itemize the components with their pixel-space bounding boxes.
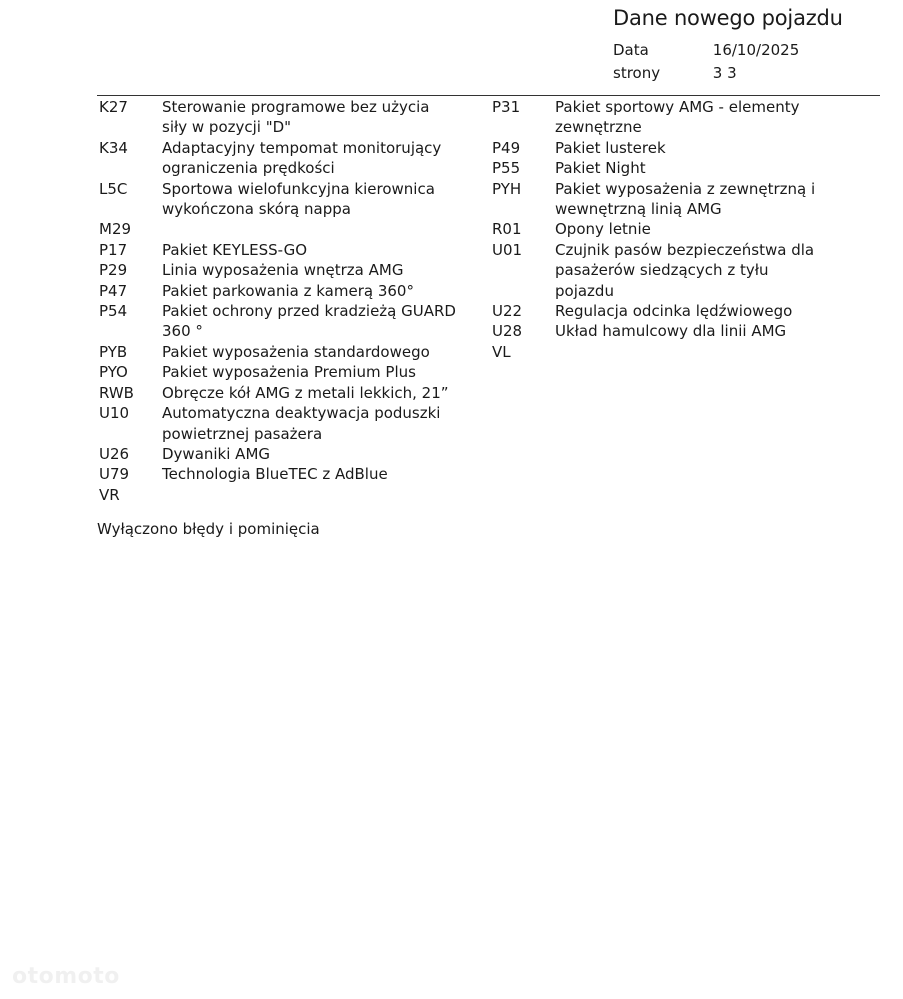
- option-description: Linia wyposażenia wnętrza AMG: [162, 261, 404, 280]
- option-description: Opony letnie: [555, 220, 651, 239]
- option-row: [492, 179, 822, 220]
- option-code: PYO: [99, 363, 128, 382]
- option-row: [99, 464, 459, 484]
- document-title: Dane nowego pojazdu: [613, 6, 843, 30]
- option-row: [492, 158, 822, 178]
- option-description: Pakiet sportowy AMG - elementy zewnętrzne: [555, 98, 800, 137]
- option-row: [492, 301, 822, 321]
- pages-value: 3 3: [712, 64, 737, 82]
- option-code: U01: [492, 240, 523, 259]
- option-code: VR: [99, 485, 120, 504]
- option-code: PYB: [99, 342, 128, 361]
- option-row: [492, 240, 822, 301]
- option-description: Adaptacyjny tempomat monitorujący ograniczenia prędkości: [162, 138, 442, 178]
- pages-row: [613, 64, 737, 82]
- option-code: U26: [99, 444, 130, 463]
- option-code: P55: [492, 159, 521, 178]
- option-description: Układ hamulcowy dla linii AMG: [555, 322, 787, 341]
- option-code: P31: [492, 98, 521, 116]
- option-code: U28: [492, 322, 523, 341]
- option-description: Pakiet KEYLESS-GO: [162, 240, 308, 259]
- option-description: Pakiet parkowania z kamerą 360°: [162, 281, 414, 300]
- option-description: Pakiet lusterek: [555, 138, 666, 157]
- option-description: Technologia BlueTEC z AdBlue: [162, 465, 388, 484]
- option-code: P17: [99, 240, 128, 259]
- option-code: VL: [492, 342, 511, 361]
- option-row: [99, 444, 459, 464]
- option-code: P54: [99, 302, 128, 321]
- option-row: [492, 321, 822, 341]
- option-row: [99, 342, 459, 362]
- option-row: [492, 97, 822, 138]
- option-code: P29: [99, 261, 128, 280]
- option-description: Pakiet wyposażenia Premium Plus: [162, 363, 416, 382]
- date-label: Data: [613, 41, 649, 59]
- option-row: [99, 179, 459, 220]
- option-description: Regulacja odcinka lędźwiowego: [555, 302, 793, 321]
- option-description: Automatyczna deaktywacja poduszki powietrznej pasażera: [162, 404, 441, 443]
- option-row: [492, 219, 822, 239]
- option-row: [99, 281, 459, 301]
- option-description: Czujnik pasów bezpieczeństwa dla pasażerów siedzących z tyłu pojazdu: [555, 240, 815, 300]
- option-row: [99, 383, 459, 403]
- option-row: [492, 138, 822, 158]
- option-description: [162, 485, 459, 505]
- option-code: L5C: [99, 179, 128, 198]
- option-code: U22: [492, 302, 523, 321]
- option-code: PYH: [492, 179, 522, 198]
- option-description: Sterowanie programowe bez użycia siły w pozycji "D": [162, 98, 430, 137]
- disclaimer-note: Wyłączono błędy i pominięcia: [97, 520, 320, 538]
- option-row: [99, 403, 459, 444]
- option-row: [99, 485, 459, 505]
- option-row: [492, 342, 822, 362]
- option-code: RWB: [99, 383, 134, 402]
- options-list-right: [492, 97, 822, 362]
- option-row: [99, 97, 459, 138]
- option-row: [99, 301, 459, 342]
- option-description: [162, 219, 459, 239]
- option-description: Dywaniki AMG: [162, 444, 271, 463]
- option-description: Pakiet ochrony przed kradzieżą GUARD 360 °: [162, 302, 456, 341]
- option-row: [99, 138, 459, 179]
- option-description: Pakiet wyposażenia standardowego: [162, 342, 430, 361]
- option-code: U10: [99, 404, 130, 423]
- header-divider: [97, 95, 880, 96]
- option-code: K27: [99, 98, 128, 116]
- option-row: [99, 362, 459, 382]
- option-code: P49: [492, 138, 521, 157]
- option-code: R01: [492, 220, 522, 239]
- options-list-left: [99, 97, 459, 505]
- option-code: P47: [99, 281, 128, 300]
- option-description: [555, 342, 822, 362]
- date-row: [613, 41, 799, 59]
- option-description: Pakiet Night: [555, 159, 646, 178]
- date-value: 16/10/2025: [712, 41, 800, 59]
- option-description: Obręcze kół AMG z metali lekkich, 21”: [162, 383, 449, 402]
- option-code: K34: [99, 138, 128, 157]
- option-row: [99, 240, 459, 260]
- pages-label: strony: [613, 64, 661, 82]
- watermark-logo: otomoto: [12, 964, 120, 989]
- option-description: Pakiet wyposażenia z zewnętrzną i wewnętrzną linią AMG: [555, 179, 816, 219]
- option-row: [99, 219, 459, 239]
- option-code: U79: [99, 465, 130, 484]
- option-row: [99, 260, 459, 280]
- option-code: M29: [99, 220, 132, 239]
- option-description: Sportowa wielofunkcyjna kierownica wykończona skórą nappa: [162, 179, 435, 219]
